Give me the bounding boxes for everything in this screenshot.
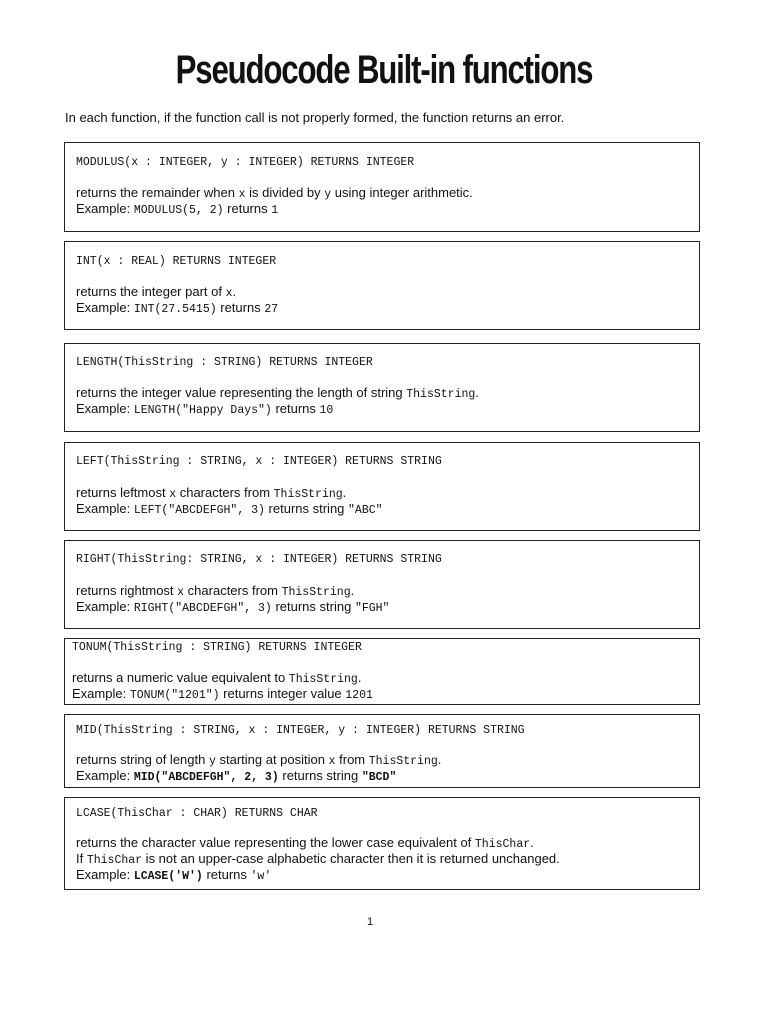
desc-text: returns the character value representing the lower case equivalent of xyxy=(76,835,475,850)
function-example xyxy=(76,599,389,617)
example-code: INT(27.5415) xyxy=(133,303,217,316)
example-result: "FGH" xyxy=(354,602,390,615)
desc-code: x xyxy=(169,488,177,501)
desc-text: . xyxy=(437,752,442,767)
function-box-left xyxy=(64,442,700,531)
function-box-length xyxy=(64,343,700,432)
desc-code: ThisString xyxy=(288,673,358,686)
desc-code: y xyxy=(208,755,216,768)
desc-text: . xyxy=(475,385,479,400)
example-code: MID("ABCDEFGH", 2, 3) xyxy=(133,771,279,784)
example-label: Example: xyxy=(76,201,134,216)
desc-code: x xyxy=(238,188,246,201)
example-result: 1201 xyxy=(345,689,373,702)
desc-code: ThisChar xyxy=(86,854,143,867)
example-result: "BCD" xyxy=(361,771,397,784)
desc-text: characters from xyxy=(176,485,274,500)
example-text: returns xyxy=(202,867,251,882)
example-text: returns string xyxy=(264,501,349,516)
desc-code: ThisString xyxy=(406,388,476,401)
function-box-lcase xyxy=(64,797,700,890)
desc-text: returns the integer part of xyxy=(76,284,226,299)
desc-text: returns the remainder when xyxy=(76,185,239,200)
example-label: Example: xyxy=(76,501,134,516)
desc-code: ThisString xyxy=(281,586,351,599)
desc-text: returns leftmost xyxy=(76,485,170,500)
intro-text: In each function, if the function call is not properly formed, the function returns an error. xyxy=(65,110,565,125)
desc-text: returns a numeric value equivalent to xyxy=(72,670,289,685)
function-signature: INT(x : REAL) RETURNS INTEGER xyxy=(76,255,277,268)
example-label: Example: xyxy=(76,768,134,783)
function-box-mid xyxy=(64,714,700,788)
desc-code: y xyxy=(324,188,332,201)
function-signature: RIGHT(ThisString: STRING, x : INTEGER) RETURNS STRING xyxy=(76,553,442,566)
function-box-right xyxy=(64,540,700,629)
example-code: MODULUS(5, 2) xyxy=(133,204,224,217)
example-result: 1 xyxy=(271,204,279,217)
example-label: Example: xyxy=(76,300,134,315)
function-example xyxy=(76,768,396,786)
example-label: Example: xyxy=(72,686,130,701)
desc-text: from xyxy=(335,752,369,767)
example-result: 10 xyxy=(319,404,334,417)
desc-code: ThisString xyxy=(273,488,343,501)
desc-text: . xyxy=(530,835,534,850)
example-result: 27 xyxy=(264,303,279,316)
function-box-tonum xyxy=(64,638,700,705)
desc-text: returns rightmost xyxy=(76,583,178,598)
example-text: returns xyxy=(223,201,272,216)
function-example xyxy=(76,401,333,419)
example-code: LCASE('W') xyxy=(133,870,203,883)
function-example xyxy=(76,201,278,219)
desc-code: ThisChar xyxy=(474,838,531,851)
desc-text: starting at position xyxy=(215,752,329,767)
page-number: 1 xyxy=(366,916,374,928)
desc-text: is not an upper-case alphabetic character then it is returned unchanged. xyxy=(142,851,560,866)
function-example xyxy=(72,686,373,704)
desc-text: characters from xyxy=(184,583,282,598)
function-signature: MID(ThisString : STRING, x : INTEGER, y : INTEGER) RETURNS STRING xyxy=(76,724,525,737)
desc-text: using integer arithmetic. xyxy=(331,185,473,200)
example-label: Example: xyxy=(76,867,134,882)
desc-text: is divided by xyxy=(245,185,325,200)
function-example xyxy=(76,300,278,318)
desc-text: . xyxy=(357,670,362,685)
example-label: Example: xyxy=(76,401,134,416)
function-signature: TONUM(ThisString : STRING) RETURNS INTEGER xyxy=(72,641,362,654)
example-code: RIGHT("ABCDEFGH", 3) xyxy=(133,602,272,615)
function-example xyxy=(76,501,383,519)
desc-text: . xyxy=(342,485,347,500)
function-signature: LCASE(ThisChar : CHAR) RETURNS CHAR xyxy=(76,807,318,820)
example-result: 'w' xyxy=(250,870,272,883)
function-signature: MODULUS(x : INTEGER, y : INTEGER) RETURNS INTEGER xyxy=(76,156,415,169)
example-text: returns string xyxy=(278,768,362,783)
example-text: returns string xyxy=(271,599,355,614)
desc-code: x xyxy=(177,586,185,599)
function-box-int xyxy=(64,241,700,330)
function-box-modulus xyxy=(64,142,700,232)
example-label: Example: xyxy=(76,599,134,614)
example-code: LENGTH("Happy Days") xyxy=(133,404,272,417)
desc-code: ThisString xyxy=(368,755,438,768)
example-code: TONUM("1201") xyxy=(129,689,220,702)
function-signature: LENGTH(ThisString : STRING) RETURNS INTEGER xyxy=(76,356,373,369)
desc-code: x xyxy=(225,287,233,300)
desc-text: If xyxy=(76,851,87,866)
example-text: returns integer value xyxy=(219,686,346,701)
desc-code: x xyxy=(328,755,336,768)
desc-text: . xyxy=(232,284,237,299)
example-text: returns xyxy=(216,300,265,315)
desc-text: returns the integer value representing the length of string xyxy=(76,385,407,400)
function-signature: LEFT(ThisString : STRING, x : INTEGER) RETURNS STRING xyxy=(76,455,442,468)
example-text: returns xyxy=(271,401,320,416)
desc-text: . xyxy=(350,583,355,598)
page-title: Pseudocode Built-in functions xyxy=(175,48,593,92)
example-result: "ABC" xyxy=(348,504,383,517)
function-example xyxy=(76,867,271,885)
example-code: LEFT("ABCDEFGH", 3) xyxy=(133,504,265,517)
desc-text: returns string of length xyxy=(76,752,209,767)
